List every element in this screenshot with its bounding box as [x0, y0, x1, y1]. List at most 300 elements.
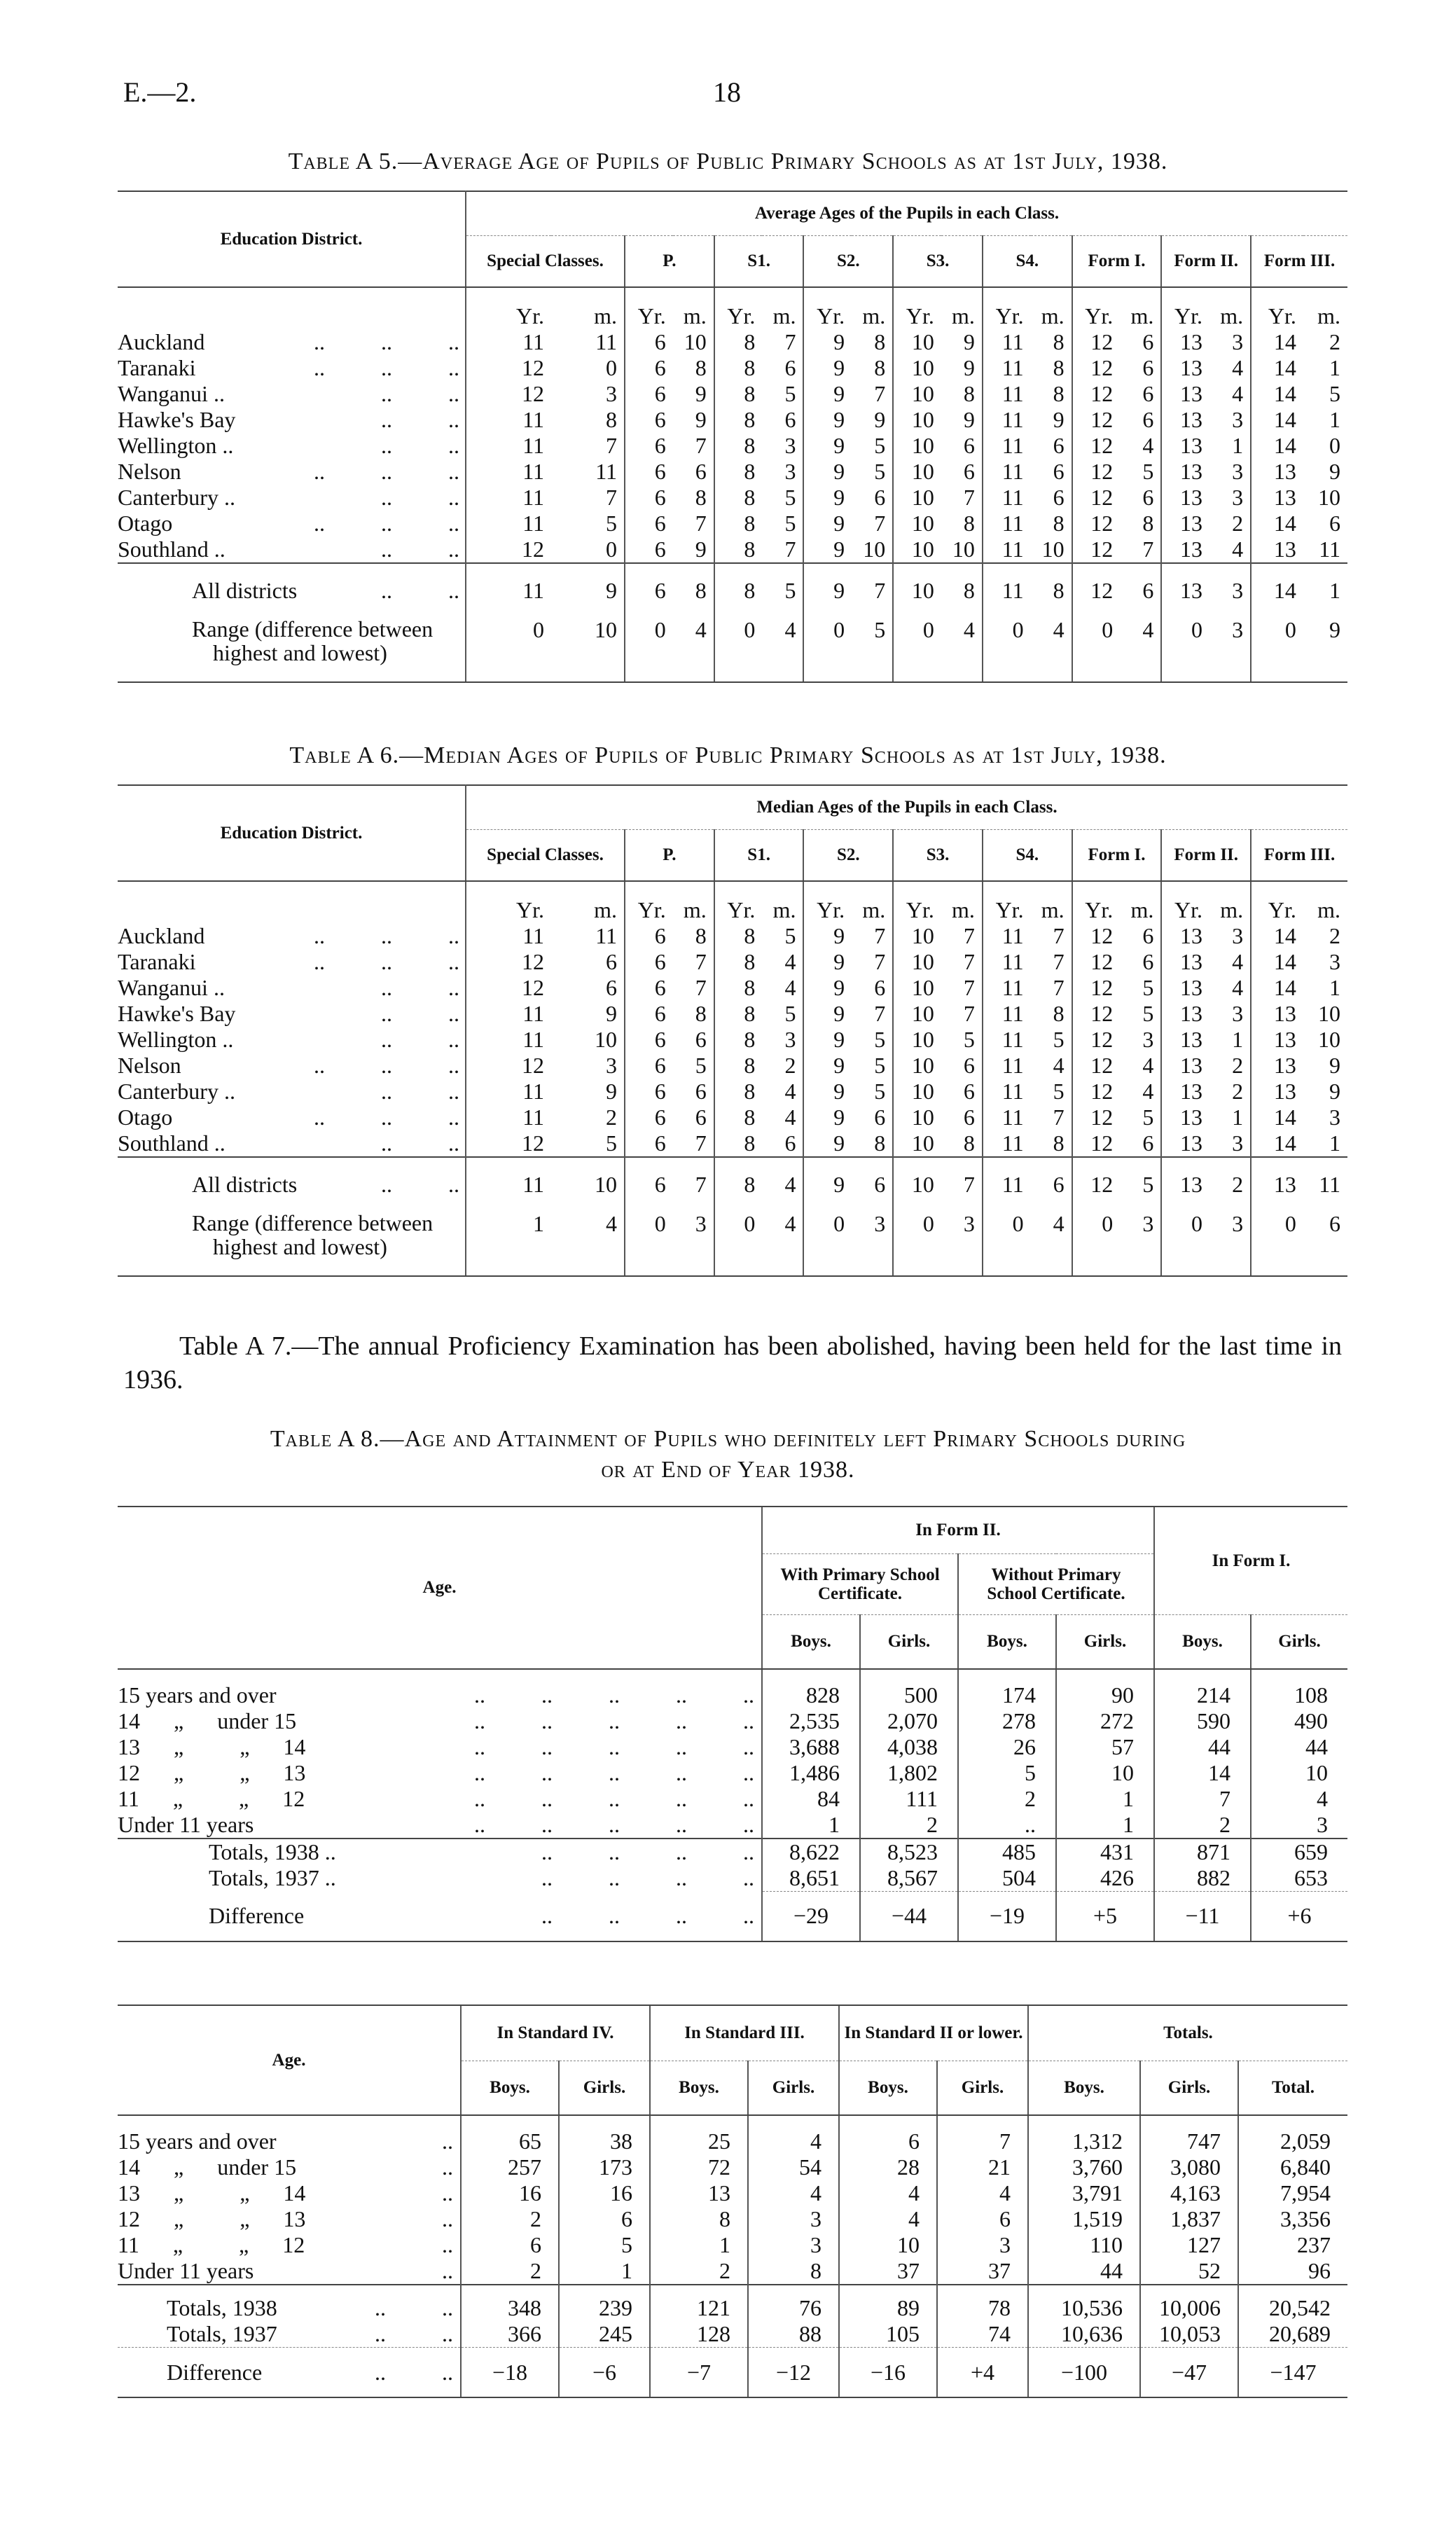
girls-header: Girls. [937, 2061, 1028, 2116]
age-value: 12 [466, 536, 551, 563]
leader-dots: .. .. .. .. .. [474, 1812, 754, 1837]
age-value: 6 [1053, 485, 1065, 510]
age-value: 8 [606, 407, 618, 432]
age-value: 4 [784, 975, 796, 1000]
age-value: 8 [714, 1157, 763, 1211]
age-value: 4 [1232, 355, 1244, 380]
age-value: 13 [1161, 1130, 1209, 1157]
age-value: 12 [1072, 459, 1121, 485]
table-row [118, 2258, 1347, 2285]
range-value: 0 [893, 617, 941, 682]
age-label [118, 1734, 762, 1760]
age-value: 7 [695, 1130, 707, 1156]
age-value: 8 [714, 975, 763, 1001]
age-value: 8 [714, 1053, 763, 1079]
leader-dots: .. .. [375, 2321, 453, 2346]
count-value: 1 [1056, 1786, 1154, 1812]
age-value: 8 [1053, 1130, 1065, 1156]
range-value: 3 [1209, 617, 1251, 682]
age-value: 8 [1031, 563, 1072, 617]
age-value: 12 [1072, 329, 1121, 355]
class-header: Form I. [1072, 236, 1162, 288]
group-header: Average Ages of the Pupils in each Class. [466, 191, 1347, 236]
count-value: 653 [1251, 1865, 1347, 1892]
age-text: 13 „ „ 14 [118, 2180, 306, 2206]
age-value: 6 [606, 949, 618, 974]
age-value: 5 [1053, 1079, 1065, 1104]
age-value: 3 [1232, 329, 1244, 354]
age-value: 13 [1161, 563, 1209, 617]
age-value: 3 [1142, 1027, 1154, 1052]
age-value: 1 [1303, 563, 1347, 617]
unit-yr: Yr. [1072, 287, 1121, 329]
age-value: 10 [893, 1157, 941, 1211]
unit-m: m. [1317, 303, 1340, 328]
count-value: 2 [461, 2258, 559, 2285]
age-value: 5 [784, 381, 796, 406]
age-value: 2 [1232, 511, 1244, 536]
range-value: 0 [714, 617, 763, 682]
count-value: 3,791 [1028, 2180, 1140, 2206]
age-value: 12 [466, 355, 551, 381]
range-value: 0 [1161, 1211, 1209, 1276]
unit-yr: Yr. [983, 881, 1031, 923]
age-text: Under 11 years [118, 1812, 254, 1837]
count-value: 3 [748, 2232, 839, 2258]
count-value: 3,760 [1028, 2154, 1140, 2180]
age-value: 7 [695, 949, 707, 974]
unit-m: m. [594, 303, 618, 328]
range-value: 0 [1251, 617, 1303, 682]
age-value: 2 [784, 1053, 796, 1078]
age-value: 6 [625, 1001, 673, 1027]
age-text: 14 „ under 15 [118, 1708, 297, 1733]
age-label [118, 2232, 461, 2258]
difference-row [118, 2348, 1347, 2398]
range-value: 0 [714, 1211, 763, 1276]
leader-dots: .. [442, 2180, 453, 2206]
age-text: 12 „ „ 13 [118, 2206, 306, 2231]
age-value: 9 [963, 355, 975, 380]
age-text: Under 11 years [118, 2258, 254, 2283]
count-value: 426 [1056, 1865, 1154, 1892]
count-value: 590 [1154, 1708, 1251, 1734]
age-value: 6 [695, 1105, 707, 1130]
leader-dots: .. .. [381, 975, 459, 1000]
age-label [118, 2258, 461, 2285]
age-value: 12 [466, 1053, 551, 1079]
age-value: 6 [625, 1079, 673, 1105]
form2-header: In Form II. [762, 1507, 1154, 1554]
age-value: 4 [1232, 949, 1244, 974]
age-value: 8 [963, 511, 975, 536]
district-header: Education District. [118, 191, 466, 287]
age-value: 11 [466, 923, 551, 949]
count-value: 57 [1056, 1734, 1154, 1760]
age-value: 1 [1329, 975, 1340, 1000]
totals-text: Totals, 1937 .. [209, 1865, 336, 1891]
count-value: 3,356 [1238, 2206, 1347, 2232]
age-value: 8 [1053, 329, 1065, 354]
count-value: −19 [958, 1892, 1056, 1941]
age-value: 10 [1041, 536, 1065, 562]
age-value: 11 [983, 1001, 1031, 1027]
age-value: 14 [1251, 923, 1303, 949]
age-value: 6 [625, 975, 673, 1001]
count-value: 1 [1056, 1812, 1154, 1839]
age-value: 6 [852, 1157, 893, 1211]
age-value: 5 [874, 1053, 886, 1078]
age-value: 0 [606, 536, 618, 562]
count-value: 8,622 [762, 1839, 860, 1865]
header-row [118, 1507, 1347, 1554]
leader-dots: .. [442, 2258, 453, 2283]
table-row [118, 949, 1347, 975]
count-value: +4 [937, 2348, 1028, 2398]
girls-header: Girls. [1251, 1615, 1347, 1670]
district-name [118, 355, 466, 381]
age-value: 3 [784, 1027, 796, 1052]
district-name [118, 1130, 466, 1157]
age-value: 6 [874, 485, 886, 510]
district-name [118, 1079, 466, 1105]
count-value: 78 [937, 2285, 1028, 2321]
age-value: 10 [1318, 1001, 1340, 1026]
age-value: 12 [1072, 563, 1121, 617]
age-value: 8 [714, 381, 763, 407]
leader-dots: .. .. [381, 1079, 459, 1104]
age-value: 9 [803, 329, 852, 355]
age-value: 12 [1072, 1079, 1121, 1105]
age-value: 9 [803, 1027, 852, 1053]
unit-yr: Yr. [803, 881, 852, 923]
age-value: 4 [784, 1079, 796, 1104]
range-label-line2: highest and lowest) [213, 1234, 387, 1259]
age-value: 9 [803, 407, 852, 433]
age-value: 5 [784, 511, 796, 536]
age-value: 7 [784, 536, 796, 562]
age-value: 7 [695, 511, 707, 536]
leader-dots: .. [442, 2232, 453, 2257]
age-value: 5 [874, 1079, 886, 1104]
all-districts-label [118, 563, 466, 617]
age-value: 7 [606, 433, 618, 458]
count-value: 28 [839, 2154, 937, 2180]
age-value: 13 [1161, 459, 1209, 485]
age-value: 6 [625, 1130, 673, 1157]
age-value: 9 [803, 563, 852, 617]
range-value: 5 [852, 617, 893, 682]
range-value: 0 [983, 1211, 1031, 1276]
age-value: 11 [983, 563, 1031, 617]
age-label [118, 1812, 762, 1839]
age-value: 3 [1232, 407, 1244, 432]
age-value: 5 [762, 563, 803, 617]
count-value: 76 [748, 2285, 839, 2321]
boys-header: Boys. [762, 1615, 860, 1670]
age-value: 13 [1161, 511, 1209, 536]
table-row [118, 1760, 1347, 1786]
leader-dots: .. .. .. .. .. [474, 1708, 754, 1733]
class-header: P. [625, 830, 714, 882]
district-name [118, 536, 466, 563]
age-value: 12 [1072, 433, 1121, 459]
age-value: 11 [1303, 1157, 1347, 1211]
count-value: 485 [958, 1839, 1056, 1865]
age-value: 9 [803, 511, 852, 536]
age-value: 7 [1142, 536, 1154, 562]
age-value: 6 [1053, 433, 1065, 458]
age-value: 9 [963, 407, 975, 432]
count-value: 4 [839, 2206, 937, 2232]
age-value: 11 [983, 433, 1031, 459]
age-value: 13 [1161, 1079, 1209, 1105]
count-value: 4 [839, 2180, 937, 2206]
unit-m: m. [862, 897, 886, 922]
age-value: 12 [1072, 1027, 1121, 1053]
age-value: 14 [1251, 1105, 1303, 1130]
table-row [118, 1079, 1347, 1105]
table-a7-note: Table A 7.—The annual Proficiency Examination has been abolished, having been held for the last time in 1936. [123, 1331, 1342, 1394]
leader-dots: .. .. [375, 2359, 453, 2385]
age-value: 11 [983, 975, 1031, 1001]
age-value: 12 [1072, 511, 1121, 536]
age-value: 8 [714, 511, 763, 536]
count-value: 21 [937, 2154, 1028, 2180]
unit-m: m. [772, 303, 796, 328]
district-label: Canterbury .. [118, 485, 235, 510]
age-value: 6 [625, 1027, 673, 1053]
age-text: 14 „ under 15 [118, 2154, 297, 2180]
age-value: 8 [714, 563, 763, 617]
age-value: 6 [625, 563, 673, 617]
age-value: 11 [1319, 536, 1340, 562]
age-value: 6 [625, 511, 673, 536]
age-value: 2 [1232, 1079, 1244, 1104]
count-value: 2 [958, 1786, 1056, 1812]
age-value: 12 [1072, 1157, 1121, 1211]
range-value: 6 [1303, 1211, 1347, 1276]
totals-text: Difference [209, 1903, 305, 1928]
age-value: 8 [714, 1105, 763, 1130]
age-value: 10 [893, 1027, 941, 1053]
age-value: 6 [625, 381, 673, 407]
table-row [118, 329, 1347, 355]
range-value: 0 [466, 617, 551, 682]
range-value: 4 [1031, 1211, 1072, 1276]
age-value: 12 [1072, 381, 1121, 407]
age-value: 12 [1072, 485, 1121, 511]
age-value: 8 [963, 1130, 975, 1156]
age-value: 5 [606, 511, 618, 536]
class-header: Form III. [1251, 830, 1347, 882]
age-value: 6 [625, 1053, 673, 1079]
age-value: 10 [893, 1105, 941, 1130]
age-value: 8 [874, 355, 886, 380]
age-value: 6 [625, 1105, 673, 1130]
age-value: 8 [1053, 355, 1065, 380]
count-value: 431 [1056, 1839, 1154, 1865]
count-value: 105 [839, 2321, 937, 2348]
totals-label [118, 2285, 461, 2321]
leader-dots: .. .. .. .. .. [474, 1734, 754, 1759]
table-row [118, 1812, 1347, 1839]
age-value: 13 [1251, 459, 1303, 485]
age-value: 10 [893, 459, 941, 485]
age-value: 5 [784, 485, 796, 510]
age-value: 9 [606, 1079, 618, 1104]
girls-header: Girls. [1140, 2061, 1238, 2116]
table-row [118, 2206, 1347, 2232]
age-value: 8 [714, 1027, 763, 1053]
age-value: 5 [1142, 975, 1154, 1000]
age-value: 7 [941, 1157, 983, 1211]
age-value: 9 [695, 407, 707, 432]
unit-m: m. [952, 897, 975, 922]
leader-dots: .. .. .. .. .. [474, 1786, 754, 1811]
count-value: 127 [1140, 2232, 1238, 2258]
age-value: 11 [983, 536, 1031, 563]
age-value: 11 [466, 459, 551, 485]
count-value: 26 [958, 1734, 1056, 1760]
girls-header: Girls. [559, 2061, 650, 2116]
table-row [118, 459, 1347, 485]
unit-m: m. [683, 897, 707, 922]
age-value: 10 [595, 1027, 618, 1052]
age-value: 7 [963, 1001, 975, 1026]
age-value: 13 [1251, 536, 1303, 563]
age-value: 12 [1072, 1130, 1121, 1157]
leader-dots: .. .. [381, 1001, 459, 1026]
age-value: 8 [714, 355, 763, 381]
count-value: 37 [839, 2258, 937, 2285]
header-row [118, 785, 1347, 830]
age-value: 8 [963, 381, 975, 406]
count-value: 6,840 [1238, 2154, 1347, 2180]
age-value: 10 [551, 1157, 625, 1211]
unit-m: m. [594, 897, 618, 922]
count-value: 8,651 [762, 1865, 860, 1892]
age-value: 9 [963, 329, 975, 354]
leader-dots: .. .. .. [314, 329, 459, 354]
age-value: 11 [466, 329, 551, 355]
age-value: 10 [1318, 1027, 1340, 1052]
std4-header: In Standard IV. [461, 2005, 650, 2061]
age-value: 1 [1232, 1105, 1244, 1130]
age-value: 9 [695, 381, 707, 406]
table-row [118, 1105, 1347, 1130]
age-value: 11 [466, 511, 551, 536]
age-value: 7 [874, 923, 886, 948]
range-value: 0 [893, 1211, 941, 1276]
count-value: 3,688 [762, 1734, 860, 1760]
count-value: 1,486 [762, 1760, 860, 1786]
all-districts-row [118, 563, 1347, 617]
count-value: 871 [1154, 1839, 1251, 1865]
age-value: 11 [983, 1053, 1031, 1079]
age-value: 13 [1161, 355, 1209, 381]
age-value: 11 [466, 1157, 551, 1211]
age-value: 10 [893, 923, 941, 949]
age-value: 13 [1161, 407, 1209, 433]
age-value: 11 [466, 1027, 551, 1053]
count-value: 96 [1238, 2258, 1347, 2285]
age-value: 6 [784, 407, 796, 432]
table-a5-title: Table A 5.—Average Age of Pupils of Public Primary Schools as at 1st July, 1938. [288, 148, 1168, 174]
age-header: Age. [118, 2005, 461, 2115]
range-label [118, 617, 466, 682]
unit-m: m. [772, 897, 796, 922]
age-value: 13 [1161, 433, 1209, 459]
age-value: 6 [625, 485, 673, 511]
count-value: 13 [650, 2180, 748, 2206]
table-a8-part1 [118, 1506, 1347, 1942]
age-value: 13 [1161, 975, 1209, 1001]
age-value: 8 [1053, 381, 1065, 406]
age-value: 1 [1329, 407, 1340, 432]
count-value: 1 [559, 2258, 650, 2285]
age-text: 15 years and over [118, 1682, 277, 1708]
age-value: 13 [1161, 485, 1209, 511]
age-value: 3 [1232, 485, 1244, 510]
count-value: 8,567 [860, 1865, 958, 1892]
age-value: 7 [963, 923, 975, 948]
age-value: 6 [625, 329, 673, 355]
age-value: 11 [983, 355, 1031, 381]
leader-dots: .. .. [381, 577, 459, 603]
boys-header: Boys. [958, 1615, 1056, 1670]
age-value: 9 [1329, 1079, 1340, 1104]
age-value: 8 [714, 433, 763, 459]
range-value: 0 [803, 1211, 852, 1276]
age-value: 3 [606, 381, 618, 406]
district-label: Otago [118, 511, 173, 536]
count-value: 6 [461, 2232, 559, 2258]
age-value: 8 [1142, 511, 1154, 536]
age-value: 6 [1031, 1157, 1072, 1211]
age-value: 14 [1251, 381, 1303, 407]
age-text: 11 „ „ 12 [118, 1786, 305, 1811]
age-value: 6 [625, 459, 673, 485]
unit-m: m. [683, 303, 707, 328]
range-value: 0 [1072, 617, 1121, 682]
district-label: Wanganui .. [118, 975, 225, 1000]
district-header: Education District. [118, 785, 466, 881]
count-value: 2 [860, 1812, 958, 1839]
age-value: 6 [625, 355, 673, 381]
boys-header: Boys. [650, 2061, 748, 2116]
age-value: 9 [606, 1001, 618, 1026]
range-value: 0 [625, 617, 673, 682]
range-value: 1 [466, 1211, 551, 1276]
age-value: 12 [1072, 923, 1121, 949]
count-value: 2,070 [860, 1708, 958, 1734]
age-value: 11 [466, 1105, 551, 1130]
district-label: Taranaki [118, 949, 196, 974]
age-value: 3 [784, 433, 796, 458]
class-header: S2. [803, 236, 893, 288]
age-value: 2 [1329, 923, 1340, 948]
count-value: 44 [1251, 1734, 1347, 1760]
range-value: 4 [762, 617, 803, 682]
count-value: 2 [650, 2258, 748, 2285]
range-value: 4 [551, 1211, 625, 1276]
unit-yr: Yr. [1161, 881, 1209, 923]
age-value: 11 [983, 459, 1031, 485]
leader-dots: .. .. .. [314, 1053, 459, 1078]
table-a8-part2 [118, 2005, 1347, 2398]
age-value: 3 [1232, 459, 1244, 484]
